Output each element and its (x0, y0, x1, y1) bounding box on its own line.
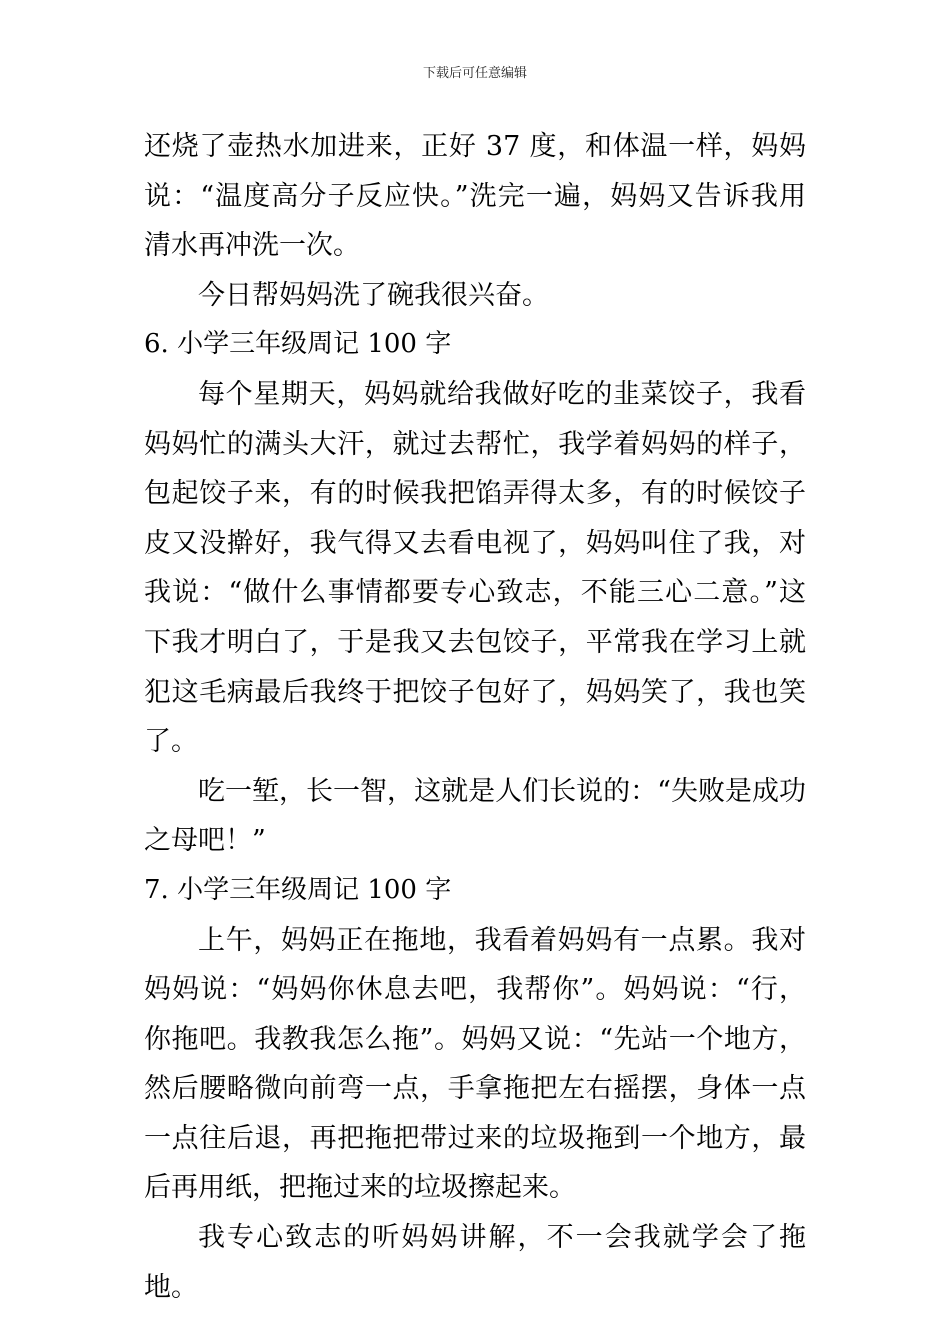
section-heading: 7. 小学三年级周记 100 字 (144, 874, 452, 905)
paragraph: 每个星期天，妈妈就给我做好吃的韭菜饺子，我看妈妈忙的满头大汗，就过去帮忙，我学着妈妈的样子，包起饺子来，有的时候我把馅弄得太多，有的时候饺子皮又没擀好，我气得又去看电视了，妈妈叫住了我，对我说：“做什么事情都要专心致志，不能三心二意。”这下我才明白了，于是我又去包饺子，平常我在学习上就犯这毛病最后我终于把饺子包好了，妈妈笑了，我也笑了。 (144, 378, 806, 758)
paragraph: 吃一堑，长一智，这就是人们长说的：“失败是成功之母吧！” (144, 775, 806, 857)
paragraph: 上午，妈妈正在拖地，我看着妈妈有一点累。我对妈妈说：“妈妈你休息去吧，我帮你”。妈妈说：“行，你拖吧。我教我怎么拖”。妈妈又说：“先站一个地方，然后腰略微向前弯一点，手拿拖把左右摇摆，身体一点一点往后退，再把拖把带过来的垃圾拖到一个地方，最后再用纸，把拖过来的垃圾擦起来。 (144, 924, 806, 1204)
paragraph: 今日帮妈妈洗了碗我很兴奋。 (198, 279, 549, 311)
page-header: 下载后可任意编辑 (422, 66, 527, 81)
section-heading: 6. 小学三年级周记 100 字 (144, 329, 452, 360)
paragraph: 还烧了壶热水加进来，正好 37 度，和体温一样，妈妈说：“温度高分子反应快。”洗完一遍，妈妈又告诉我用清水再冲洗一次。 (144, 131, 806, 262)
paragraph: 我专心致志的听妈妈讲解，不一会我就学会了拖地。 (144, 1222, 806, 1303)
document-body (144, 122, 806, 1312)
